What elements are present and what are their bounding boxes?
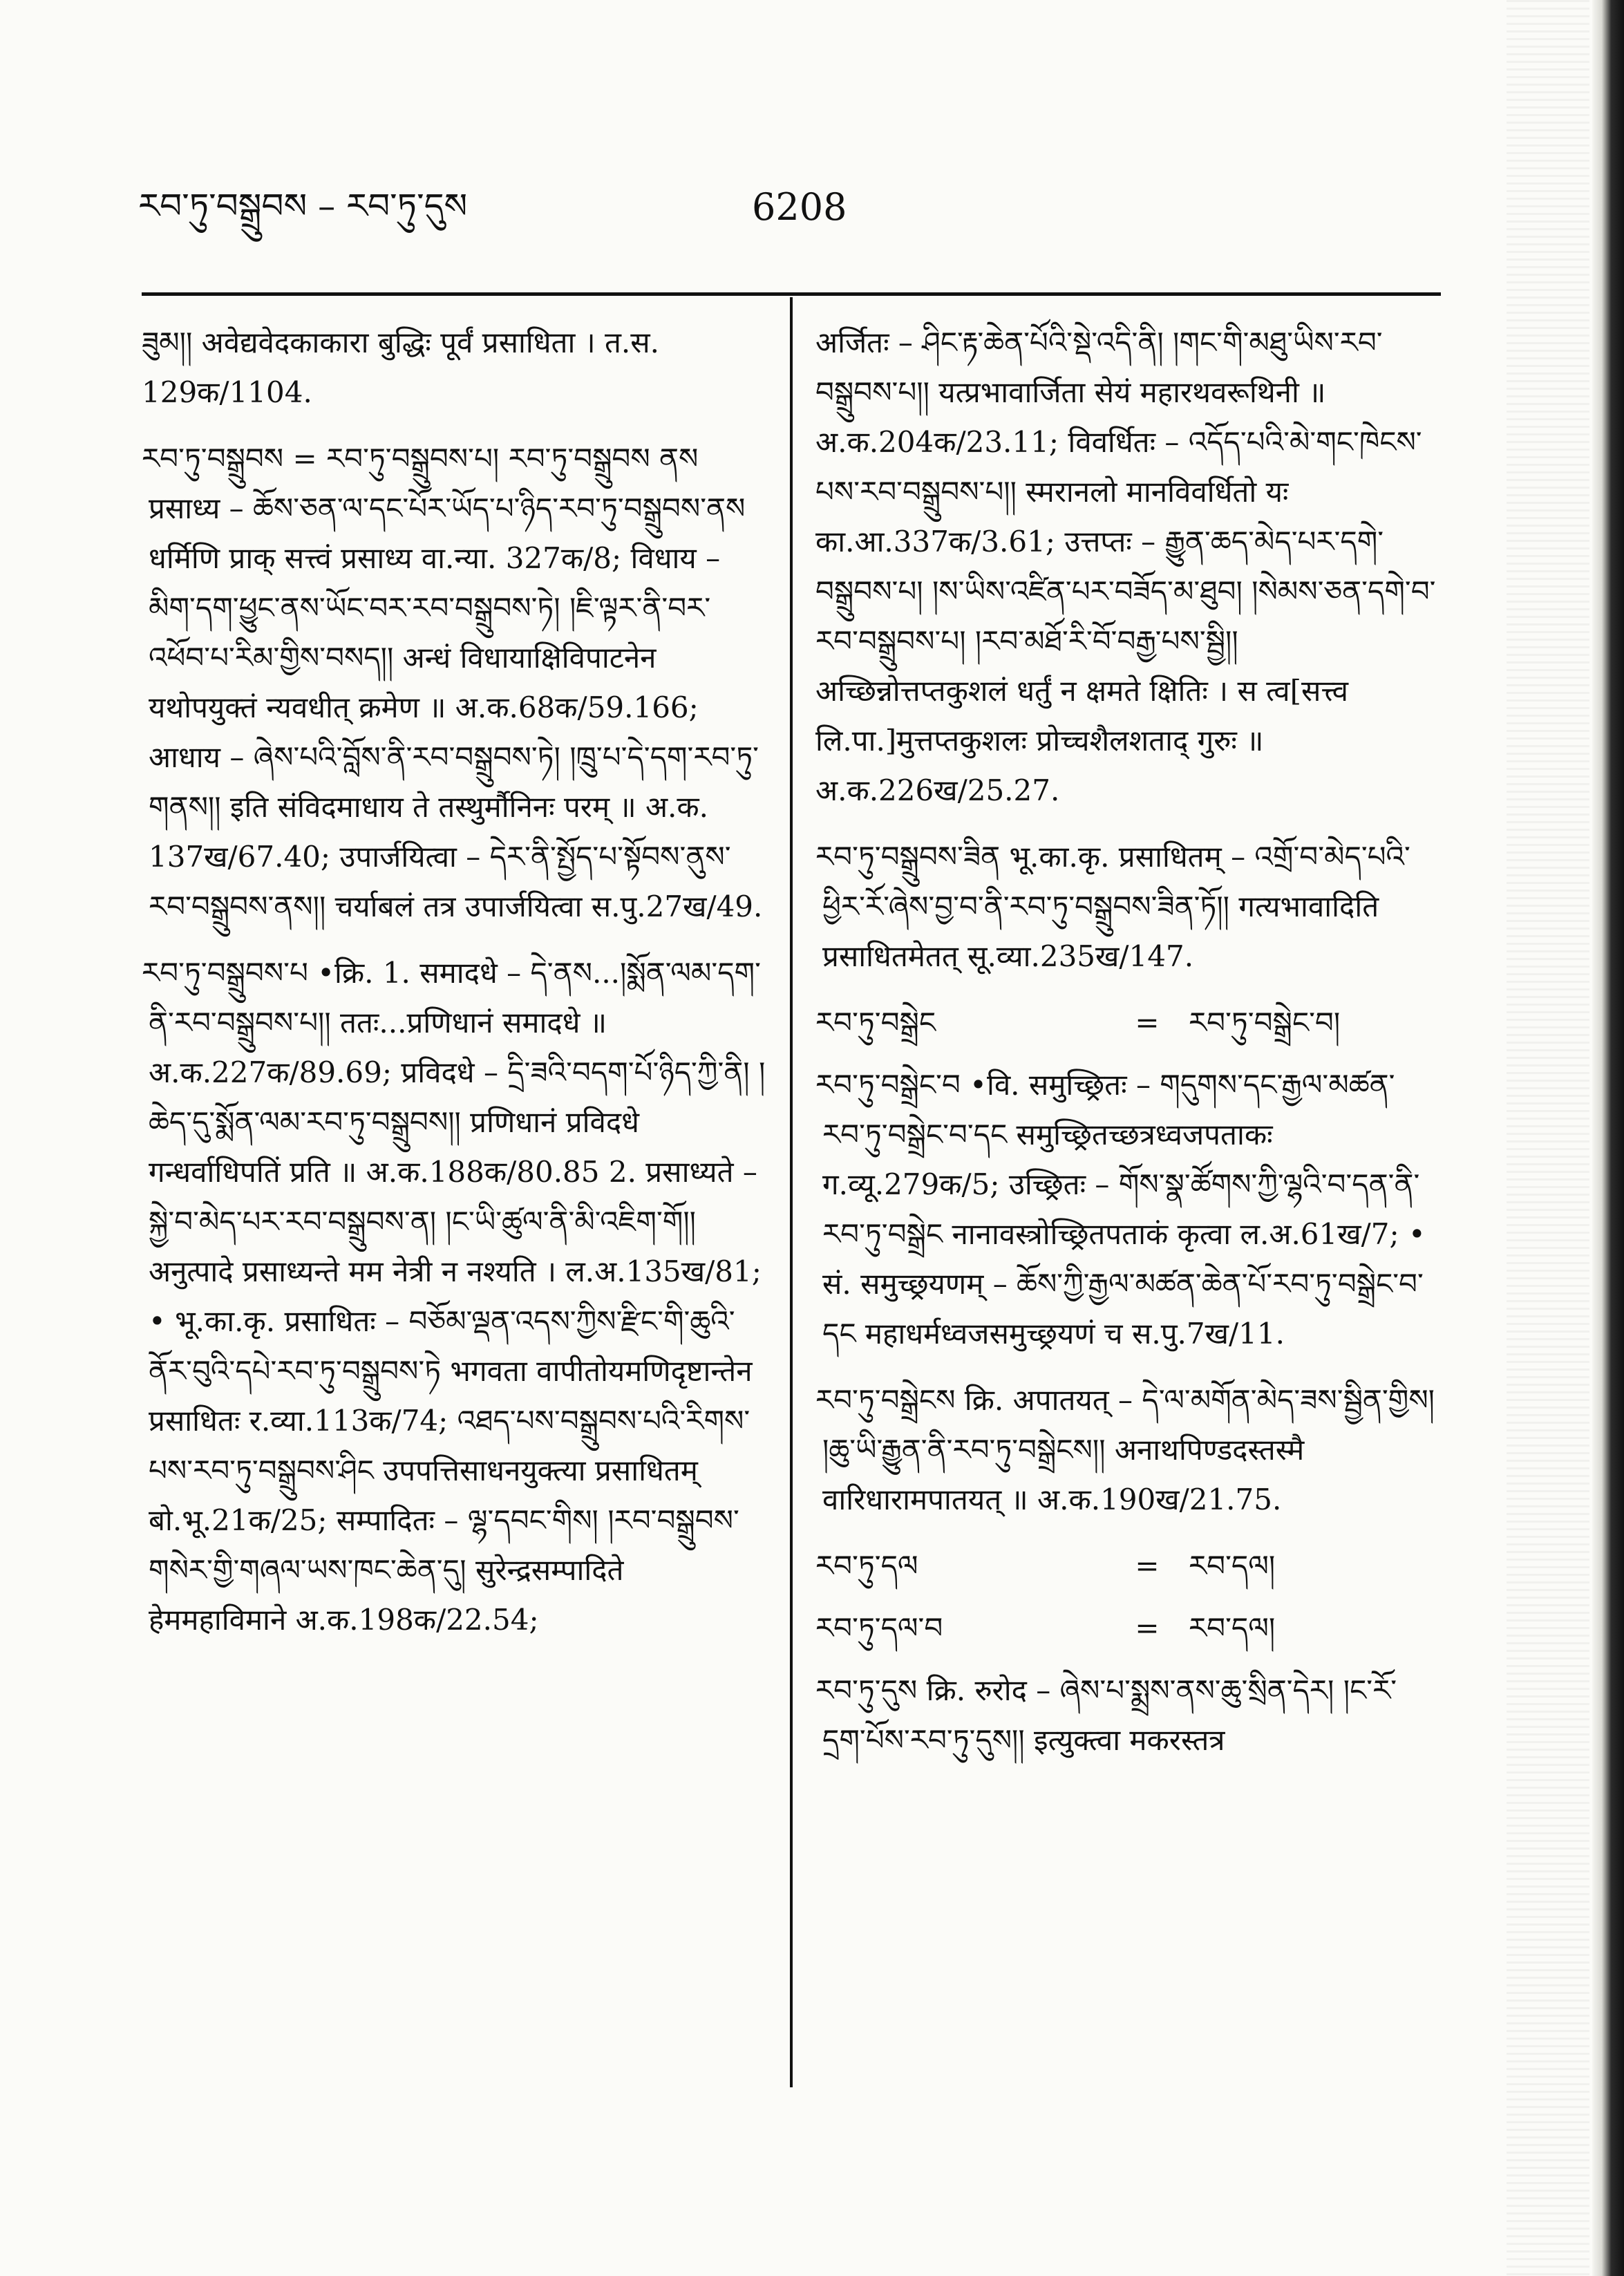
page-number: 6208	[752, 185, 847, 229]
entry-rab-tu-bsgrubs-zin: རབ་ཏུ་བསྒྲུབས་ཟིན भू.का.कृ. प्रसाधितम् – འགྲོ་བ་མེད་པའི་ཕྱིར་རོ་ཞེས་བྱ་བ་ནི་རབ་ཏུ་བསྒྲུབས་ཟིན་ཏོ།། गत्यभावादिति प्रसाधितमेतत् सू.व्या.235ख/147.	[815, 840, 1410, 973]
cross-ref-target: རབ་ཏུ་བསྒྲེང་བ།	[1189, 1006, 1341, 1040]
cross-reference-row	[815, 998, 1437, 1048]
header-rule	[142, 292, 1441, 296]
cross-reference-row	[815, 1541, 1437, 1591]
cross-ref-target: རབ་དལ།	[1189, 1611, 1276, 1645]
cross-ref-term: རབ་ཏུ་བསྒྲེང	[815, 1006, 936, 1040]
cross-ref-term: རབ་ཏུ་དལ	[815, 1549, 918, 1583]
running-header: རབ་ཏུ་བསྒྲུབས – རབ་ཏུ་དུས	[138, 186, 468, 226]
entry-rab-tu-dus: རབ་ཏུ་དུས क्रि. रुरोद – ཞེས་པ་སྨྲས་ནས་ཆུ་སྲིན་དེར། །ང་རོ་དྲག་པོས་རབ་ཏུ་དུས།། इत्युक्त्वा मकरस्तत्र	[815, 1673, 1397, 1757]
column-divider	[790, 297, 793, 2087]
entry-continuation: ཟུམ།། अवेद्यवेदकाकारा बुद्धिः पूर्वं प्रसाधिता । त.स. 129क/1104.	[142, 326, 660, 409]
book-binding-edge	[1592, 0, 1624, 2276]
entry-rab-tu-bsgrengs: རབ་ཏུ་བསྒྲེངས क्रि. अपातयत् – དེ་ལ་མགོན་མེད་ཟས་སྦྱིན་གྱིས། །ཆུ་ཡི་རྒྱུན་ནི་རབ་ཏུ་བསྒྲེངས།། अनाथपिण्डदस्तस्मै वारिधारामपातयत् ॥ अ.क.190ख/21.75.	[815, 1383, 1435, 1516]
equals-sign: =	[1135, 1611, 1160, 1645]
entry-rab-tu-bsgrubs: རབ་ཏུ་བསྒྲུབས = རབ་ཏུ་བསྒྲུབས་པ། རབ་ཏུ་བསྒྲུབས ནས प्रसाध्य – ཆོས་ཅན་ལ་དང་པོར་ཡོད་པ་ཉིད་རབ་ཏུ་བསྒྲུབས་ནས धर्मिणि प्राक् सत्त्वं प्रसाध्य वा.न्या. 327क/8; विधाय – མིག་དག་ཕྱུང་ནས་ཡོང་བར་རབ་བསྒྲུབས་ཏེ། །ཇི་ལྟར་ནི་བར་འཕོབ་པ་རིམ་གྱིས་བསད།། अन्धं विधायाक्षिविपाटनेन यथोपयुक्तं न्यवधीत् क्रमेण ॥ अ.क.68क/59.166; आधाय – ཞེས་པའི་བློས་ནི་རབ་བསྒྲུབས་ཏེ། །ཁྲུ་པ་དེ་དག་རབ་ཏུ་གནས།། इति संविदमाधाय ते तस्थुर्मौनिनः परम् ॥ अ.क. 137ख/67.40; उपार्जयित्वा – དེར་ནི་སྤྱོད་པ་སྟོབས་ནུས་རབ་བསྒྲུབས་ནས།། चर्याबलं तत्र उपार्जयित्वा स.पु.27ख/49.	[142, 442, 763, 923]
right-column	[815, 318, 1437, 1782]
cross-ref-target: རབ་དལ།	[1189, 1549, 1276, 1583]
scan-noise	[1507, 0, 1589, 2276]
left-column	[142, 318, 771, 1662]
entry-rab-tu-bsgreng-ba: རབ་ཏུ་བསྒྲེང་བ •वि. समुच्छ्रितः – གདུགས་དང་རྒྱལ་མཚན་རབ་ཏུ་བསྒྲེང་བ་དང समुच्छ्रितच्छत्रध्वजपताकः ग.व्यू.279क/5; उच्छ्रितः – གོས་སྣ་ཚོགས་ཀྱི་ལྷའི་བ་དན་ནི་རབ་ཏུ་བསྒྲེང नानावस्त्रोच्छ्रितपताकं कृत्वा ल.अ.61ख/7; • सं. समुच्छ्रयणम् – ཆོས་ཀྱི་རྒྱལ་མཚན་ཆེན་པོ་རབ་ཏུ་བསྒྲེང་བ་དང महाधर्मध्वजसमुच्छ्रयणं च स.पु.7ख/11.	[815, 1068, 1426, 1351]
equals-sign: =	[1135, 1006, 1160, 1040]
cross-ref-term: རབ་ཏུ་དལ་བ	[815, 1611, 943, 1645]
cross-reference-row	[815, 1603, 1437, 1653]
equals-sign: =	[1135, 1549, 1160, 1583]
entry-continuation-right: अर्जितः – ཤིང་རྟ་ཆེན་པོའི་སྡེ་འདི་ནི། །གང་གི་མཐུ་ཡིས་རབ་བསྒྲུབས་པ།། यत्प्रभावार्जिता सेयं महारथवरूथिनी ॥ अ.क.204क/23.11; विवर्धितः – འདོད་པའི་མེ་གང་ཁེངས་པས་རབ་བསྒྲུབས་པ།། स्मरानलो मानविवर्धितो यः का.आ.337क/3.61; उत्तप्तः – རྒྱུན་ཆད་མེད་པར་དགེ་བསྒྲུབས་པ། །ས་ཡིས་འཛིན་པར་བཟོད་མ་ཐུབ། །སེམས་ཅན་དགེ་བ་རབ་བསྒྲུབས་པ། །རབ་མཐོ་རི་བོ་བརྒྱ་པས་སྦྱི།། अच्छिन्नोत्तप्तकुशलं धर्तुं न क्षमते क्षितिः । स त्व[सत्त्व लि.पा.]मुत्तप्तकुशलः प्रोच्चशैलशताद् गुरुः ॥ अ.क.226ख/25.27.	[815, 326, 1436, 807]
entry-rab-tu-bsgrubs-pa: རབ་ཏུ་བསྒྲུབས་པ •क्रि. 1. समादधे – དེ་ནས...།སྨོན་ལམ་དག་ནི་རབ་བསྒྲུབས་པ།། ततः...प्रणिधानं समादधे ॥ अ.क.227क/89.69; प्रविदधे – དྲི་ཟའི་བདག་པོ་ཉིད་ཀྱི་ནི། །ཆེད་དུ་སྨོན་ལམ་རབ་ཏུ་བསྒྲུབས།། प्रणिधानं प्रविदधे गन्धर्वाधिपतिं प्रति ॥ अ.क.188क/80.85 2. प्रसाध्यते – སྐྱེ་བ་མེད་པར་རབ་བསྒྲུབས་ན། །ང་ཡི་ཚུལ་ནི་མི་འཇིག་གོ།། अनुत्पादे प्रसाध्यन्ते मम नेत्री न नश्यति । ल.अ.135ख/81; • भू.का.कृ. प्रसाधितः – བཅོམ་ལྡན་འདས་ཀྱིས་རྫིང་གི་ཆུའི་ནོར་བུའི་དཔེ་རབ་ཏུ་བསྒྲུབས་ཏེ भगवता वापीतोयमणिदृष्टान्तेन प्रसाधितः र.व्या.113क/74; འཐད་པས་བསྒྲུབས་པའི་རིགས་པས་རབ་ཏུ་བསྒྲུབས་ཤིང उपपत्तिसाधनयुक्त्या प्रसाधितम् बो.भू.21क/25; सम्पादितः – ལྷ་དབང་གིས། །རབ་བསྒྲུབས་གསེར་གྱི་གཞལ་ཡས་ཁང་ཆེན་དུ། सुरेन्द्रसम्पादिते हेममहाविमाने अ.क.198क/22.54;	[142, 956, 766, 1637]
